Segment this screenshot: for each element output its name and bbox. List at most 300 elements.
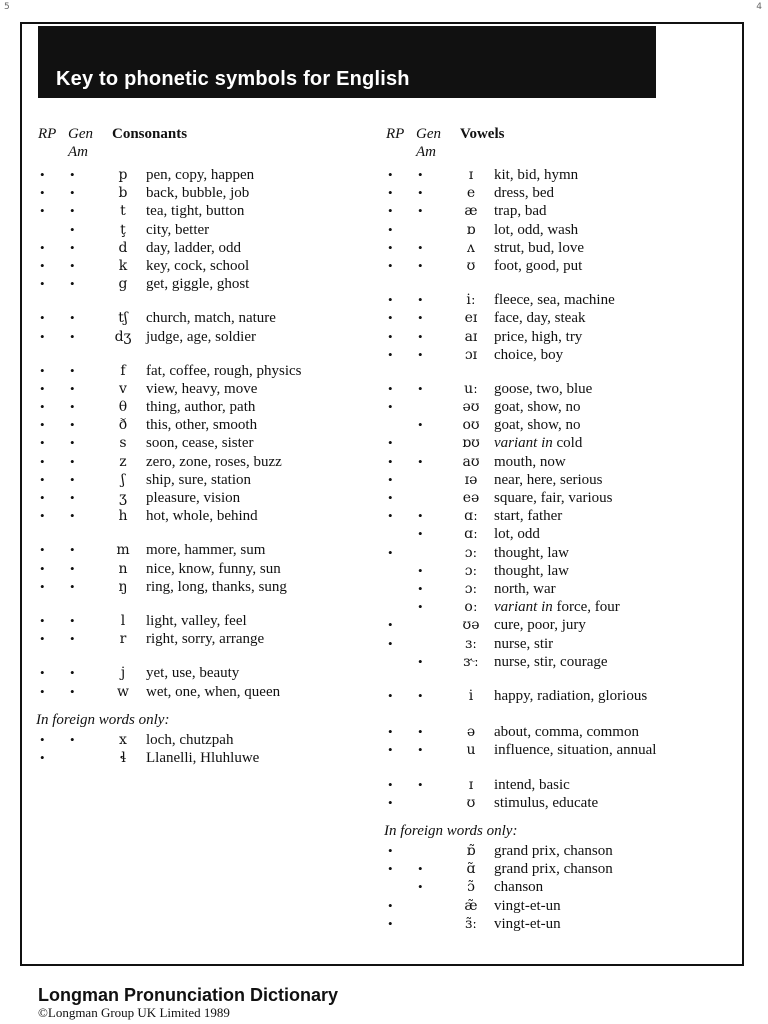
genam-bullet: • bbox=[70, 560, 75, 576]
group-gap bbox=[36, 346, 366, 362]
rp-header: RP bbox=[38, 126, 57, 142]
symbol-row bbox=[36, 328, 366, 346]
example-words: happy, radiation, glorious bbox=[494, 687, 648, 704]
symbol-row bbox=[36, 489, 366, 507]
genam-bullet: • bbox=[70, 417, 75, 433]
symbol-row bbox=[36, 166, 366, 184]
example-words: choice, boy bbox=[494, 346, 564, 363]
rp-bullet: • bbox=[388, 687, 393, 703]
phonetic-symbol: e bbox=[466, 185, 476, 202]
example-words: ring, long, thanks, sung bbox=[146, 578, 287, 595]
example-words: stimulus, educate bbox=[494, 794, 599, 811]
genam-bullet: • bbox=[70, 683, 75, 699]
example-words: fat, coffee, rough, physics bbox=[146, 362, 302, 379]
footer-title: Longman Pronunciation Dictionary bbox=[38, 985, 339, 1005]
example-words bbox=[494, 434, 582, 452]
rp-bullet: • bbox=[388, 490, 393, 505]
symbol-row bbox=[384, 776, 724, 794]
symbol-row bbox=[384, 434, 724, 452]
example-words: nurse, stir, courage bbox=[494, 653, 608, 670]
symbol-row bbox=[384, 202, 724, 220]
rp-bullet: • bbox=[40, 417, 45, 433]
am-header: Am bbox=[416, 144, 436, 160]
example-words: kit, bid, hymn bbox=[494, 167, 579, 183]
genam-bullet: • bbox=[70, 221, 75, 237]
rp-bullet: • bbox=[388, 380, 393, 396]
phonetic-symbol: f bbox=[120, 362, 126, 379]
genam-bullet: • bbox=[70, 453, 75, 469]
example-words: wet, one, when, queen bbox=[146, 683, 281, 700]
genam-bullet: • bbox=[70, 435, 75, 451]
genam-bullet: • bbox=[70, 612, 75, 628]
symbol-row bbox=[36, 257, 366, 275]
genam-bullet: • bbox=[70, 665, 75, 681]
phonetic-symbol: s bbox=[119, 435, 127, 452]
rp-bullet: • bbox=[388, 292, 393, 308]
symbol-row bbox=[384, 741, 724, 759]
phonetic-symbol: ɬ bbox=[119, 749, 127, 766]
example-words: strut, bud, love bbox=[494, 239, 584, 256]
group-gap bbox=[36, 648, 366, 664]
vowels-header bbox=[384, 126, 724, 166]
phonetic-symbol: iː bbox=[466, 292, 476, 309]
rp-bullet: • bbox=[40, 362, 45, 378]
symbol-row bbox=[36, 541, 366, 559]
symbol-row bbox=[384, 525, 724, 543]
example-words: back, bubble, job bbox=[146, 185, 250, 202]
symbol-row bbox=[384, 653, 724, 671]
example-words: more, hammer, sum bbox=[146, 542, 266, 559]
rp-bullet: • bbox=[40, 490, 45, 505]
vowels-list bbox=[384, 166, 724, 933]
group-gap bbox=[36, 293, 366, 309]
group-gap bbox=[384, 760, 724, 776]
phonetic-symbol: θ bbox=[118, 399, 128, 416]
phonetic-symbol: ɝː bbox=[463, 653, 479, 670]
example-words: soon, cease, sister bbox=[146, 435, 254, 452]
example-words: loch, chutzpah bbox=[146, 731, 234, 748]
symbol-row bbox=[384, 842, 724, 860]
rp-bullet: • bbox=[40, 257, 45, 273]
phonetic-symbol: ɔɪ bbox=[464, 346, 478, 363]
example-words: about, comma, common bbox=[494, 724, 639, 741]
symbol-row bbox=[384, 398, 724, 416]
phonetic-symbol: ə bbox=[466, 724, 476, 741]
rp-bullet: • bbox=[388, 239, 393, 255]
genam-bullet: • bbox=[70, 490, 75, 505]
phonetic-symbol: ɔː bbox=[464, 562, 478, 579]
phonetic-symbol: oʊ bbox=[462, 417, 480, 434]
example-words: ship, sure, station bbox=[146, 471, 251, 488]
genam-bullet: • bbox=[418, 580, 423, 596]
genam-bullet: • bbox=[418, 203, 423, 219]
example-words: hot, whole, behind bbox=[146, 508, 258, 525]
example-words: thing, author, path bbox=[146, 399, 256, 416]
symbol-row bbox=[36, 664, 366, 682]
consonants-heading: Consonants bbox=[112, 126, 188, 142]
symbol-row bbox=[384, 878, 724, 896]
example-words: trap, bad bbox=[494, 203, 547, 220]
example-words: thought, law bbox=[494, 544, 569, 561]
symbol-row bbox=[36, 683, 366, 701]
genam-bullet: • bbox=[418, 508, 423, 524]
phonetic-symbol: ɑ̃ bbox=[466, 861, 476, 878]
genam-bullet: • bbox=[418, 453, 423, 469]
rp-bullet: • bbox=[388, 185, 393, 201]
example-word: force, four bbox=[552, 599, 620, 616]
genam-bullet: • bbox=[70, 185, 75, 201]
phonetic-symbol: əʊ bbox=[462, 399, 480, 416]
rp-bullet: • bbox=[40, 239, 45, 255]
example-words: intend, basic bbox=[494, 776, 570, 793]
rp-bullet: • bbox=[388, 544, 393, 560]
rp-bullet: • bbox=[40, 683, 45, 699]
rp-bullet: • bbox=[388, 915, 393, 931]
example-words: church, match, nature bbox=[146, 310, 276, 327]
genam-bullet: • bbox=[418, 653, 423, 669]
phonetic-symbol: ʊ bbox=[466, 794, 476, 811]
example-words: goose, two, blue bbox=[494, 380, 593, 397]
phonetic-symbol: ɔː bbox=[464, 580, 478, 597]
rp-bullet: • bbox=[388, 508, 393, 524]
symbol-row bbox=[384, 635, 724, 653]
phonetic-symbol: ɒ bbox=[466, 221, 476, 238]
group-gap bbox=[384, 275, 724, 291]
phonetic-symbol: u bbox=[466, 742, 476, 759]
am-header: Am bbox=[68, 144, 88, 160]
symbol-row bbox=[384, 723, 724, 741]
rp-bullet: • bbox=[388, 328, 393, 344]
rp-bullet: • bbox=[40, 731, 45, 747]
phonetic-symbol: ɔː bbox=[464, 544, 478, 561]
genam-bullet: • bbox=[70, 257, 75, 273]
symbol-row bbox=[36, 612, 366, 630]
vowels-heading: Vowels bbox=[460, 126, 505, 142]
rp-bullet: • bbox=[388, 843, 393, 859]
rp-bullet: • bbox=[40, 399, 45, 415]
example-words bbox=[494, 598, 620, 616]
symbol-row bbox=[384, 562, 724, 580]
rp-bullet: • bbox=[388, 310, 393, 326]
example-words: vingt-et-un bbox=[494, 915, 561, 932]
symbol-row bbox=[384, 380, 724, 398]
genam-bullet: • bbox=[70, 167, 75, 182]
vowels-column bbox=[384, 126, 724, 933]
symbol-row bbox=[36, 749, 366, 767]
example-words: vingt-et-un bbox=[494, 897, 561, 914]
genam-bullet: • bbox=[418, 742, 423, 758]
consonants-list bbox=[36, 166, 366, 767]
consonants-header bbox=[36, 126, 366, 166]
example-words: pleasure, vision bbox=[146, 490, 241, 506]
rp-header: RP bbox=[386, 126, 405, 142]
phonetic-symbol: r bbox=[119, 631, 127, 648]
example-words: nice, know, funny, sun bbox=[146, 560, 281, 577]
phonetic-symbol: x bbox=[119, 731, 127, 748]
example-words: north, war bbox=[494, 580, 556, 597]
example-words: nurse, stir bbox=[494, 635, 554, 652]
genam-bullet: • bbox=[70, 399, 75, 415]
rp-bullet: • bbox=[40, 612, 45, 628]
genam-bullet: • bbox=[70, 239, 75, 255]
consonants-column bbox=[36, 126, 366, 767]
example-words: lot, odd bbox=[494, 526, 540, 543]
phonetic-symbol: v bbox=[119, 380, 127, 397]
foreign-words-note: In foreign words only: bbox=[36, 711, 170, 728]
genam-bullet: • bbox=[418, 724, 423, 740]
phonetic-symbol: ʒ bbox=[119, 490, 127, 506]
phonetic-symbol: j bbox=[120, 665, 126, 682]
genam-bullet: • bbox=[418, 257, 423, 273]
symbol-row bbox=[384, 416, 724, 434]
genam-bullet: • bbox=[70, 310, 75, 326]
phonetic-symbol: aʊ bbox=[462, 453, 480, 470]
gen-header: Gen bbox=[68, 126, 93, 142]
symbol-row bbox=[384, 598, 724, 616]
example-words: face, day, steak bbox=[494, 310, 586, 327]
group-gap bbox=[384, 364, 724, 380]
genam-bullet: • bbox=[418, 417, 423, 433]
phonetic-symbol: ɜː bbox=[465, 635, 477, 652]
example-words: right, sorry, arrange bbox=[146, 631, 265, 648]
group-gap bbox=[384, 812, 724, 820]
phonetic-symbol: ð bbox=[118, 417, 128, 434]
rp-bullet: • bbox=[40, 560, 45, 576]
rp-bullet: • bbox=[40, 631, 45, 647]
symbol-row bbox=[36, 398, 366, 416]
rp-bullet: • bbox=[40, 310, 45, 326]
phonetic-symbol: ɔ̃ bbox=[467, 879, 475, 896]
phonetic-symbol: d bbox=[118, 239, 128, 256]
foreign-words-note: In foreign words only: bbox=[384, 823, 518, 840]
gen-header: Gen bbox=[416, 126, 441, 142]
symbol-row bbox=[36, 275, 366, 293]
group-gap bbox=[36, 525, 366, 541]
symbol-row bbox=[384, 221, 724, 239]
symbol-row bbox=[36, 507, 366, 525]
genam-bullet: • bbox=[70, 203, 75, 219]
genam-bullet: • bbox=[418, 380, 423, 396]
example-words: mouth, now bbox=[494, 453, 566, 470]
phonetic-symbol: w bbox=[117, 683, 129, 700]
symbol-row bbox=[384, 616, 724, 634]
example-words: key, cock, school bbox=[146, 257, 250, 274]
genam-bullet: • bbox=[418, 167, 423, 182]
rp-bullet: • bbox=[388, 203, 393, 219]
phonetic-symbol: i bbox=[468, 687, 474, 704]
symbol-row bbox=[36, 630, 366, 648]
genam-bullet: • bbox=[418, 526, 423, 542]
rp-bullet: • bbox=[40, 328, 45, 344]
phonetic-symbol: ɪə bbox=[464, 471, 478, 488]
symbol-row bbox=[36, 202, 366, 220]
symbol-row bbox=[384, 897, 724, 915]
example-words: goat, show, no bbox=[494, 399, 581, 416]
footer-copyright: ©Longman Group UK Limited 1989 bbox=[38, 1005, 230, 1020]
example-words: Llanelli, Hluhluwe bbox=[146, 749, 260, 766]
example-note: variant in bbox=[494, 599, 553, 616]
rp-bullet: • bbox=[40, 435, 45, 451]
symbol-row bbox=[36, 471, 366, 489]
symbol-row bbox=[36, 560, 366, 578]
example-words: grand prix, chanson bbox=[494, 843, 613, 860]
phonetic-symbol: g bbox=[118, 276, 128, 293]
example-words: zero, zone, roses, buzz bbox=[146, 453, 282, 470]
rp-bullet: • bbox=[40, 380, 45, 396]
genam-bullet: • bbox=[418, 328, 423, 344]
phonetic-symbol: ŋ bbox=[118, 578, 128, 595]
symbol-row bbox=[36, 453, 366, 471]
genam-bullet: • bbox=[418, 879, 423, 895]
symbol-row bbox=[36, 578, 366, 596]
rp-bullet: • bbox=[40, 578, 45, 594]
phonetic-symbol: tʃ bbox=[118, 310, 128, 327]
phonetic-symbol: ʃ bbox=[121, 471, 125, 488]
genam-bullet: • bbox=[70, 542, 75, 558]
phonetic-symbol: eɪ bbox=[464, 310, 478, 327]
genam-bullet: • bbox=[70, 578, 75, 594]
genam-bullet: • bbox=[70, 276, 75, 292]
genam-bullet: • bbox=[418, 599, 423, 615]
symbol-row bbox=[384, 489, 724, 507]
page-corner-mark-right: 4 bbox=[756, 2, 762, 12]
rp-bullet: • bbox=[388, 453, 393, 469]
genam-bullet: • bbox=[418, 687, 423, 703]
genam-bullet: • bbox=[70, 380, 75, 396]
symbol-row bbox=[36, 434, 366, 452]
example-words: judge, age, soldier bbox=[146, 328, 256, 345]
symbol-row bbox=[384, 507, 724, 525]
symbol-row bbox=[384, 291, 724, 309]
symbol-row bbox=[384, 860, 724, 878]
genam-bullet: • bbox=[70, 362, 75, 378]
symbol-row bbox=[384, 453, 724, 471]
rp-bullet: • bbox=[388, 897, 393, 913]
genam-bullet: • bbox=[418, 861, 423, 877]
symbol-row bbox=[384, 239, 724, 257]
phonetic-symbol: dʒ bbox=[114, 328, 132, 345]
page-title: Key to phonetic symbols for English bbox=[56, 68, 410, 90]
rp-bullet: • bbox=[388, 471, 393, 487]
rp-bullet: • bbox=[388, 399, 393, 415]
phonetic-symbol: k bbox=[118, 257, 128, 274]
example-note: variant in bbox=[494, 435, 553, 452]
example-words: cure, poor, jury bbox=[494, 617, 586, 634]
group-gap bbox=[36, 596, 366, 612]
symbol-row bbox=[384, 328, 724, 346]
phonetic-symbol: oː bbox=[464, 599, 478, 616]
symbol-row bbox=[36, 731, 366, 749]
genam-bullet: • bbox=[70, 471, 75, 487]
genam-bullet: • bbox=[418, 310, 423, 326]
genam-bullet: • bbox=[418, 292, 423, 308]
phonetic-symbol: ɑː bbox=[464, 526, 478, 543]
phonetic-symbol: ɪ bbox=[468, 167, 474, 183]
example-words: influence, situation, annual bbox=[494, 742, 657, 759]
genam-bullet: • bbox=[418, 562, 423, 578]
phonetic-symbol: ʊə bbox=[462, 617, 480, 634]
rp-bullet: • bbox=[40, 185, 45, 201]
rp-bullet: • bbox=[388, 635, 393, 651]
genam-bullet: • bbox=[70, 731, 75, 747]
rp-bullet: • bbox=[40, 542, 45, 558]
phonetic-symbol: æ̃ bbox=[464, 897, 478, 914]
page-corner-mark-left: 5 bbox=[4, 2, 10, 12]
symbol-row bbox=[384, 184, 724, 202]
example-words: near, here, serious bbox=[494, 471, 603, 488]
phonetic-symbol: ţ bbox=[120, 221, 126, 238]
example-words: price, high, try bbox=[494, 328, 583, 345]
rp-bullet: • bbox=[40, 276, 45, 292]
example-words: yet, use, beauty bbox=[146, 665, 240, 682]
symbol-row bbox=[384, 257, 724, 275]
genam-bullet: • bbox=[418, 185, 423, 201]
phonetic-symbol: p bbox=[118, 167, 128, 183]
symbol-row bbox=[384, 471, 724, 489]
phonetic-symbol: ɜ̃ː bbox=[465, 915, 477, 932]
rp-bullet: • bbox=[388, 794, 393, 810]
example-word: cold bbox=[552, 435, 583, 452]
rp-bullet: • bbox=[388, 617, 393, 633]
example-words: view, heavy, move bbox=[146, 380, 258, 397]
example-words: pen, copy, happen bbox=[146, 167, 255, 183]
example-words: thought, law bbox=[494, 562, 569, 579]
symbol-row bbox=[36, 416, 366, 434]
example-words: fleece, sea, machine bbox=[494, 292, 615, 309]
rp-bullet: • bbox=[388, 776, 393, 792]
symbol-row bbox=[36, 184, 366, 202]
phonetic-symbol: ɒ̃ bbox=[466, 843, 476, 860]
phonetic-symbol: l bbox=[120, 612, 126, 629]
example-words: this, other, smooth bbox=[146, 417, 258, 434]
symbol-row bbox=[36, 362, 366, 380]
phonetic-symbol: ʊ bbox=[466, 257, 476, 274]
genam-bullet: • bbox=[418, 346, 423, 362]
phonetic-symbol: h bbox=[118, 508, 128, 525]
example-words: start, father bbox=[494, 508, 563, 525]
genam-bullet: • bbox=[418, 239, 423, 255]
symbol-row bbox=[36, 309, 366, 327]
symbol-row bbox=[384, 166, 724, 184]
symbol-row bbox=[36, 221, 366, 239]
rp-bullet: • bbox=[388, 257, 393, 273]
example-words: get, giggle, ghost bbox=[146, 276, 250, 293]
rp-bullet: • bbox=[40, 665, 45, 681]
example-words: lot, odd, wash bbox=[494, 221, 579, 238]
rp-bullet: • bbox=[388, 724, 393, 740]
phonetic-symbol: eə bbox=[462, 490, 480, 506]
symbol-row bbox=[384, 915, 724, 933]
group-gap bbox=[36, 701, 366, 709]
rp-bullet: • bbox=[388, 861, 393, 877]
example-words: tea, tight, button bbox=[146, 203, 245, 220]
phonetic-symbol: uː bbox=[464, 380, 478, 397]
example-words: goat, show, no bbox=[494, 417, 581, 434]
example-words: day, ladder, odd bbox=[146, 239, 242, 256]
symbol-row bbox=[36, 239, 366, 257]
phonetic-symbol: æ bbox=[464, 203, 478, 220]
phonetic-symbol: z bbox=[119, 453, 127, 470]
phonetic-symbol: t bbox=[120, 203, 126, 220]
rp-bullet: • bbox=[40, 749, 45, 765]
rp-bullet: • bbox=[40, 167, 45, 182]
genam-bullet: • bbox=[70, 508, 75, 524]
symbol-row bbox=[384, 580, 724, 598]
example-words: grand prix, chanson bbox=[494, 861, 613, 878]
phonetic-symbol: m bbox=[116, 542, 130, 559]
rp-bullet: • bbox=[40, 203, 45, 219]
example-words: light, valley, feel bbox=[146, 612, 247, 629]
